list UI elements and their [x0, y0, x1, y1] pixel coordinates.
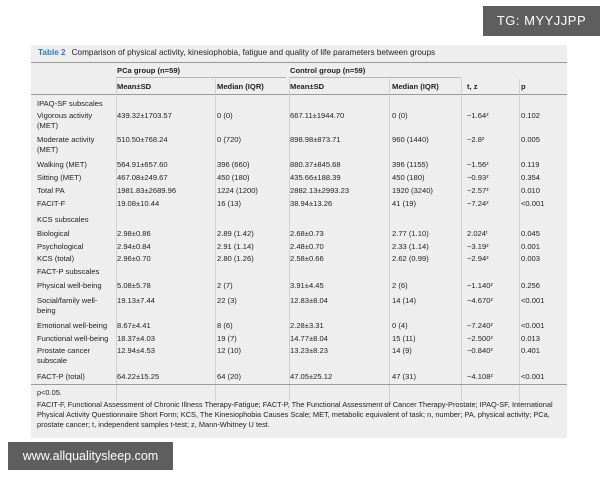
cell-p: <0.001 — [521, 321, 545, 330]
stat-test-marker: z — [490, 347, 493, 353]
cell-median-pca: 0 (720) — [217, 135, 242, 144]
cell-median-pca: 2.91 (1.14) — [217, 242, 254, 251]
cell-median-control: 15 (11) — [392, 334, 416, 343]
stat-value: −2.57 — [467, 186, 487, 195]
stat-value: −7.240 — [467, 321, 491, 330]
cell-mean-control: 47.05±25.12 — [290, 372, 333, 381]
bottom-rule — [31, 384, 567, 385]
stat-test-marker: z — [486, 112, 489, 118]
cell-stat — [467, 334, 519, 344]
cell-mean-control: 14.77±8.04 — [290, 334, 328, 343]
cell-p: 0.256 — [521, 281, 541, 290]
cell-median-pca: 450 (180) — [217, 173, 250, 182]
cell-mean-pca: 2.98±0.86 — [117, 229, 151, 238]
cell-mean-control: 2.58±0.66 — [290, 254, 324, 263]
cell-median-pca: 64 (20) — [217, 372, 242, 381]
cell-median-control: 41 (19) — [392, 199, 417, 208]
cell-stat — [467, 229, 519, 239]
row-label: Prostate cancer subscale — [37, 346, 91, 365]
cell-mean-control: 880.37±845.68 — [290, 160, 341, 169]
cell-median-pca: 2 (7) — [217, 281, 233, 290]
cell-p: 0.119 — [521, 160, 540, 169]
stat-value: −0.840 — [467, 346, 491, 355]
cell-median-pca: 22 (3) — [217, 296, 237, 305]
cell-stat — [467, 135, 519, 145]
stat-value: −2.8 — [467, 135, 482, 144]
row-label: Emotional well-being — [37, 321, 108, 330]
cell-p: 0.005 — [521, 135, 541, 144]
cell-median-control: 2 (6) — [392, 281, 408, 290]
stat-test-marker: z — [490, 282, 493, 288]
cell-median-pca: 8 (6) — [217, 321, 233, 330]
cell-mean-control: 435.66±188.39 — [290, 173, 341, 182]
cell-stat — [467, 242, 519, 252]
cell-median-control: 2.77 (1.10) — [392, 229, 429, 238]
cell-p: <0.001 — [521, 372, 545, 381]
group2-header: Control group (n=59) — [290, 66, 366, 75]
cell-median-control: 396 (1155) — [392, 160, 429, 169]
row-label: FACT-P (total) — [37, 372, 85, 381]
table-label: Table 2 — [38, 48, 66, 57]
cell-mean-control: 3.91±4.45 — [290, 281, 324, 290]
footnote-abbreviations: FACIT-F, Functional Assessment of Chronic Illness Therapy-Fatigue; FACT-P, The Functional Assessment of Cancer Therapy-Prostate; IPAQ-SF, International Physical Activity Questionnaire Short Form; KCS, The Kinesiophobia Causes Scale; MET, metabolic equivalent of task; n, number; PA, physical activity; PCa, prostate cancer; t, independent samples t-test; z, Mann-Whitney U test. — [37, 400, 553, 429]
row-label: KCS (total) — [37, 254, 75, 263]
stat-test-marker: z — [490, 322, 493, 328]
cell-mean-control: 667.11±1944.70 — [290, 111, 345, 120]
cell-p: 0.045 — [521, 229, 541, 238]
cell-mean-pca: 19.08±10.44 — [117, 199, 160, 208]
row-label: Moderate activity (MET) — [37, 135, 95, 154]
cell-median-control: 450 (180) — [392, 173, 425, 182]
col-median-control: Median (IQR) — [392, 82, 439, 91]
cell-median-control: 0 (0) — [392, 111, 408, 120]
top-rule — [31, 62, 567, 63]
stat-test-marker: z — [486, 187, 489, 193]
stat-test-marker: z — [490, 335, 493, 341]
cell-mean-control: 2.68±0.73 — [290, 229, 324, 238]
group2-underline — [289, 77, 461, 78]
cell-stat — [467, 281, 519, 291]
cell-median-control: 2.33 (1.14) — [392, 242, 429, 251]
cell-mean-pca: 2.96±0.70 — [117, 254, 151, 263]
cell-median-pca: 0 (0) — [217, 111, 233, 120]
stat-value: −4.670 — [467, 296, 491, 305]
stat-value: −4.108 — [467, 372, 491, 381]
stat-test-marker: z — [486, 255, 489, 261]
cell-stat — [467, 160, 519, 170]
stat-value: −3.19 — [467, 242, 487, 251]
cell-mean-pca: 12.94±4.53 — [117, 346, 155, 355]
cell-median-pca: 396 (660) — [217, 160, 250, 169]
cell-median-control: 1920 (3240) — [392, 186, 433, 195]
cell-stat — [467, 372, 519, 382]
cell-mean-pca: 64.22±15.25 — [117, 372, 160, 381]
cell-mean-control: 12.83±8.04 — [290, 296, 328, 305]
row-label: Physical well-being — [37, 281, 102, 290]
stat-test-marker: z — [486, 243, 489, 249]
cell-mean-pca: 439.32±1703.57 — [117, 111, 172, 120]
col-p: p — [521, 82, 526, 91]
row-label: Total PA — [37, 186, 65, 195]
cell-median-control: 0 (4) — [392, 321, 408, 330]
cell-mean-control: 898.98±873.71 — [290, 135, 341, 144]
cell-mean-control: 2882.13±2993.23 — [290, 186, 350, 195]
cell-stat — [467, 321, 519, 331]
row-label: Psychological — [37, 242, 84, 251]
cell-median-pca: 16 (13) — [217, 199, 242, 208]
stat-test-marker: z — [490, 297, 493, 303]
stat-value: 2.024 — [467, 229, 487, 238]
cell-median-control: 2.62 (0.99) — [392, 254, 429, 263]
section-label: IPAQ-SF subscales — [37, 99, 103, 108]
cell-mean-pca: 8.67±4.41 — [117, 321, 151, 330]
cell-p: 0.354 — [521, 173, 541, 182]
row-label: FACIT-F — [37, 199, 66, 208]
cell-stat — [467, 296, 519, 306]
stat-value: −0.93 — [467, 173, 487, 182]
cell-median-pca: 19 (7) — [217, 334, 237, 343]
cell-p: 0.013 — [521, 334, 541, 343]
stat-value: −1.64 — [467, 111, 487, 120]
cell-stat — [467, 186, 519, 196]
cell-mean-pca: 564.91±657.60 — [117, 160, 168, 169]
cell-p: 0.001 — [521, 242, 541, 251]
cell-stat — [467, 111, 519, 121]
cell-median-pca: 12 (10) — [217, 346, 242, 355]
row-label: Walking (MET) — [37, 160, 87, 169]
col-stat: t, z — [467, 82, 478, 91]
cell-median-control: 14 (9) — [392, 346, 412, 355]
cell-mean-pca: 467.08±249.67 — [117, 173, 168, 182]
row-label: Social/family well-being — [37, 296, 98, 315]
column-divider — [215, 79, 216, 401]
cell-mean-pca: 18.37±4.03 — [117, 334, 155, 343]
cell-mean-control: 13.23±8.23 — [290, 346, 328, 355]
cell-stat — [467, 254, 519, 264]
cell-p: <0.001 — [521, 296, 545, 305]
cell-p: <0.001 — [521, 199, 545, 208]
stat-value: −2.500 — [467, 334, 491, 343]
watermark-top-badge: TG: MYYJJPP — [483, 6, 600, 36]
stat-test-marker: z — [486, 161, 489, 167]
col-mean-control: Mean±SD — [290, 82, 325, 91]
cell-median-control: 960 (1440) — [392, 135, 429, 144]
stat-test-marker: z — [490, 373, 493, 379]
cell-mean-control: 38.94±13.26 — [290, 199, 333, 208]
row-label: Vigorous activity (MET) — [37, 111, 93, 130]
header-rule — [31, 94, 567, 95]
footnote-significance: p<0.05. — [37, 388, 62, 397]
stat-test-marker: z — [486, 200, 489, 206]
cell-median-control: 47 (31) — [392, 372, 417, 381]
cell-stat — [467, 199, 519, 209]
cell-p: 0.102 — [521, 111, 541, 120]
col-median-pca: Median (IQR) — [217, 82, 264, 91]
cell-median-control: 14 (14) — [392, 296, 417, 305]
stat-test-marker: z — [482, 136, 485, 142]
group1-header: PCa group (n=59) — [117, 66, 181, 75]
table-caption — [38, 47, 563, 59]
section-label: KCS subscales — [37, 215, 89, 224]
cell-mean-control: 2.48±0.70 — [290, 242, 324, 251]
stat-test-marker: z — [486, 174, 489, 180]
row-label: Functional well-being — [37, 334, 109, 343]
group1-underline — [116, 77, 286, 78]
watermark-url-badge: www.allqualitysleep.com — [8, 442, 173, 470]
cell-mean-pca: 1981.83±2689.96 — [117, 186, 177, 195]
row-label: Biological — [37, 229, 70, 238]
table-title: Comparison of physical activity, kinesiophobia, fatigue and quality of life parameters between groups — [71, 48, 436, 57]
cell-median-pca: 2.89 (1.42) — [217, 229, 254, 238]
section-label: FACT-P subscales — [37, 267, 100, 276]
cell-mean-control: 2.28±3.31 — [290, 321, 324, 330]
row-label: Sitting (MET) — [37, 173, 82, 182]
cell-mean-pca: 5.08±5.78 — [117, 281, 151, 290]
cell-p: 0.401 — [521, 346, 541, 355]
stat-value: −7.24 — [467, 199, 487, 208]
cell-mean-pca: 510.50±768.24 — [117, 135, 168, 144]
cell-mean-pca: 2.94±0.84 — [117, 242, 151, 251]
cell-stat — [467, 173, 519, 183]
col-mean-pca: Mean±SD — [117, 82, 152, 91]
stat-value: −2.94 — [467, 254, 487, 263]
cell-p: 0.003 — [521, 254, 541, 263]
cell-stat — [467, 346, 519, 356]
column-divider — [519, 79, 520, 401]
cell-p: 0.010 — [521, 186, 541, 195]
stat-value: −1.56 — [467, 160, 487, 169]
cell-median-pca: 2.80 (1.26) — [217, 254, 254, 263]
column-divider — [389, 79, 390, 401]
stat-value: −1.140 — [467, 281, 491, 290]
cell-median-pca: 1224 (1200) — [217, 186, 258, 195]
cell-mean-pca: 19.13±7.44 — [117, 296, 155, 305]
stat-test-marker: t — [486, 230, 488, 236]
